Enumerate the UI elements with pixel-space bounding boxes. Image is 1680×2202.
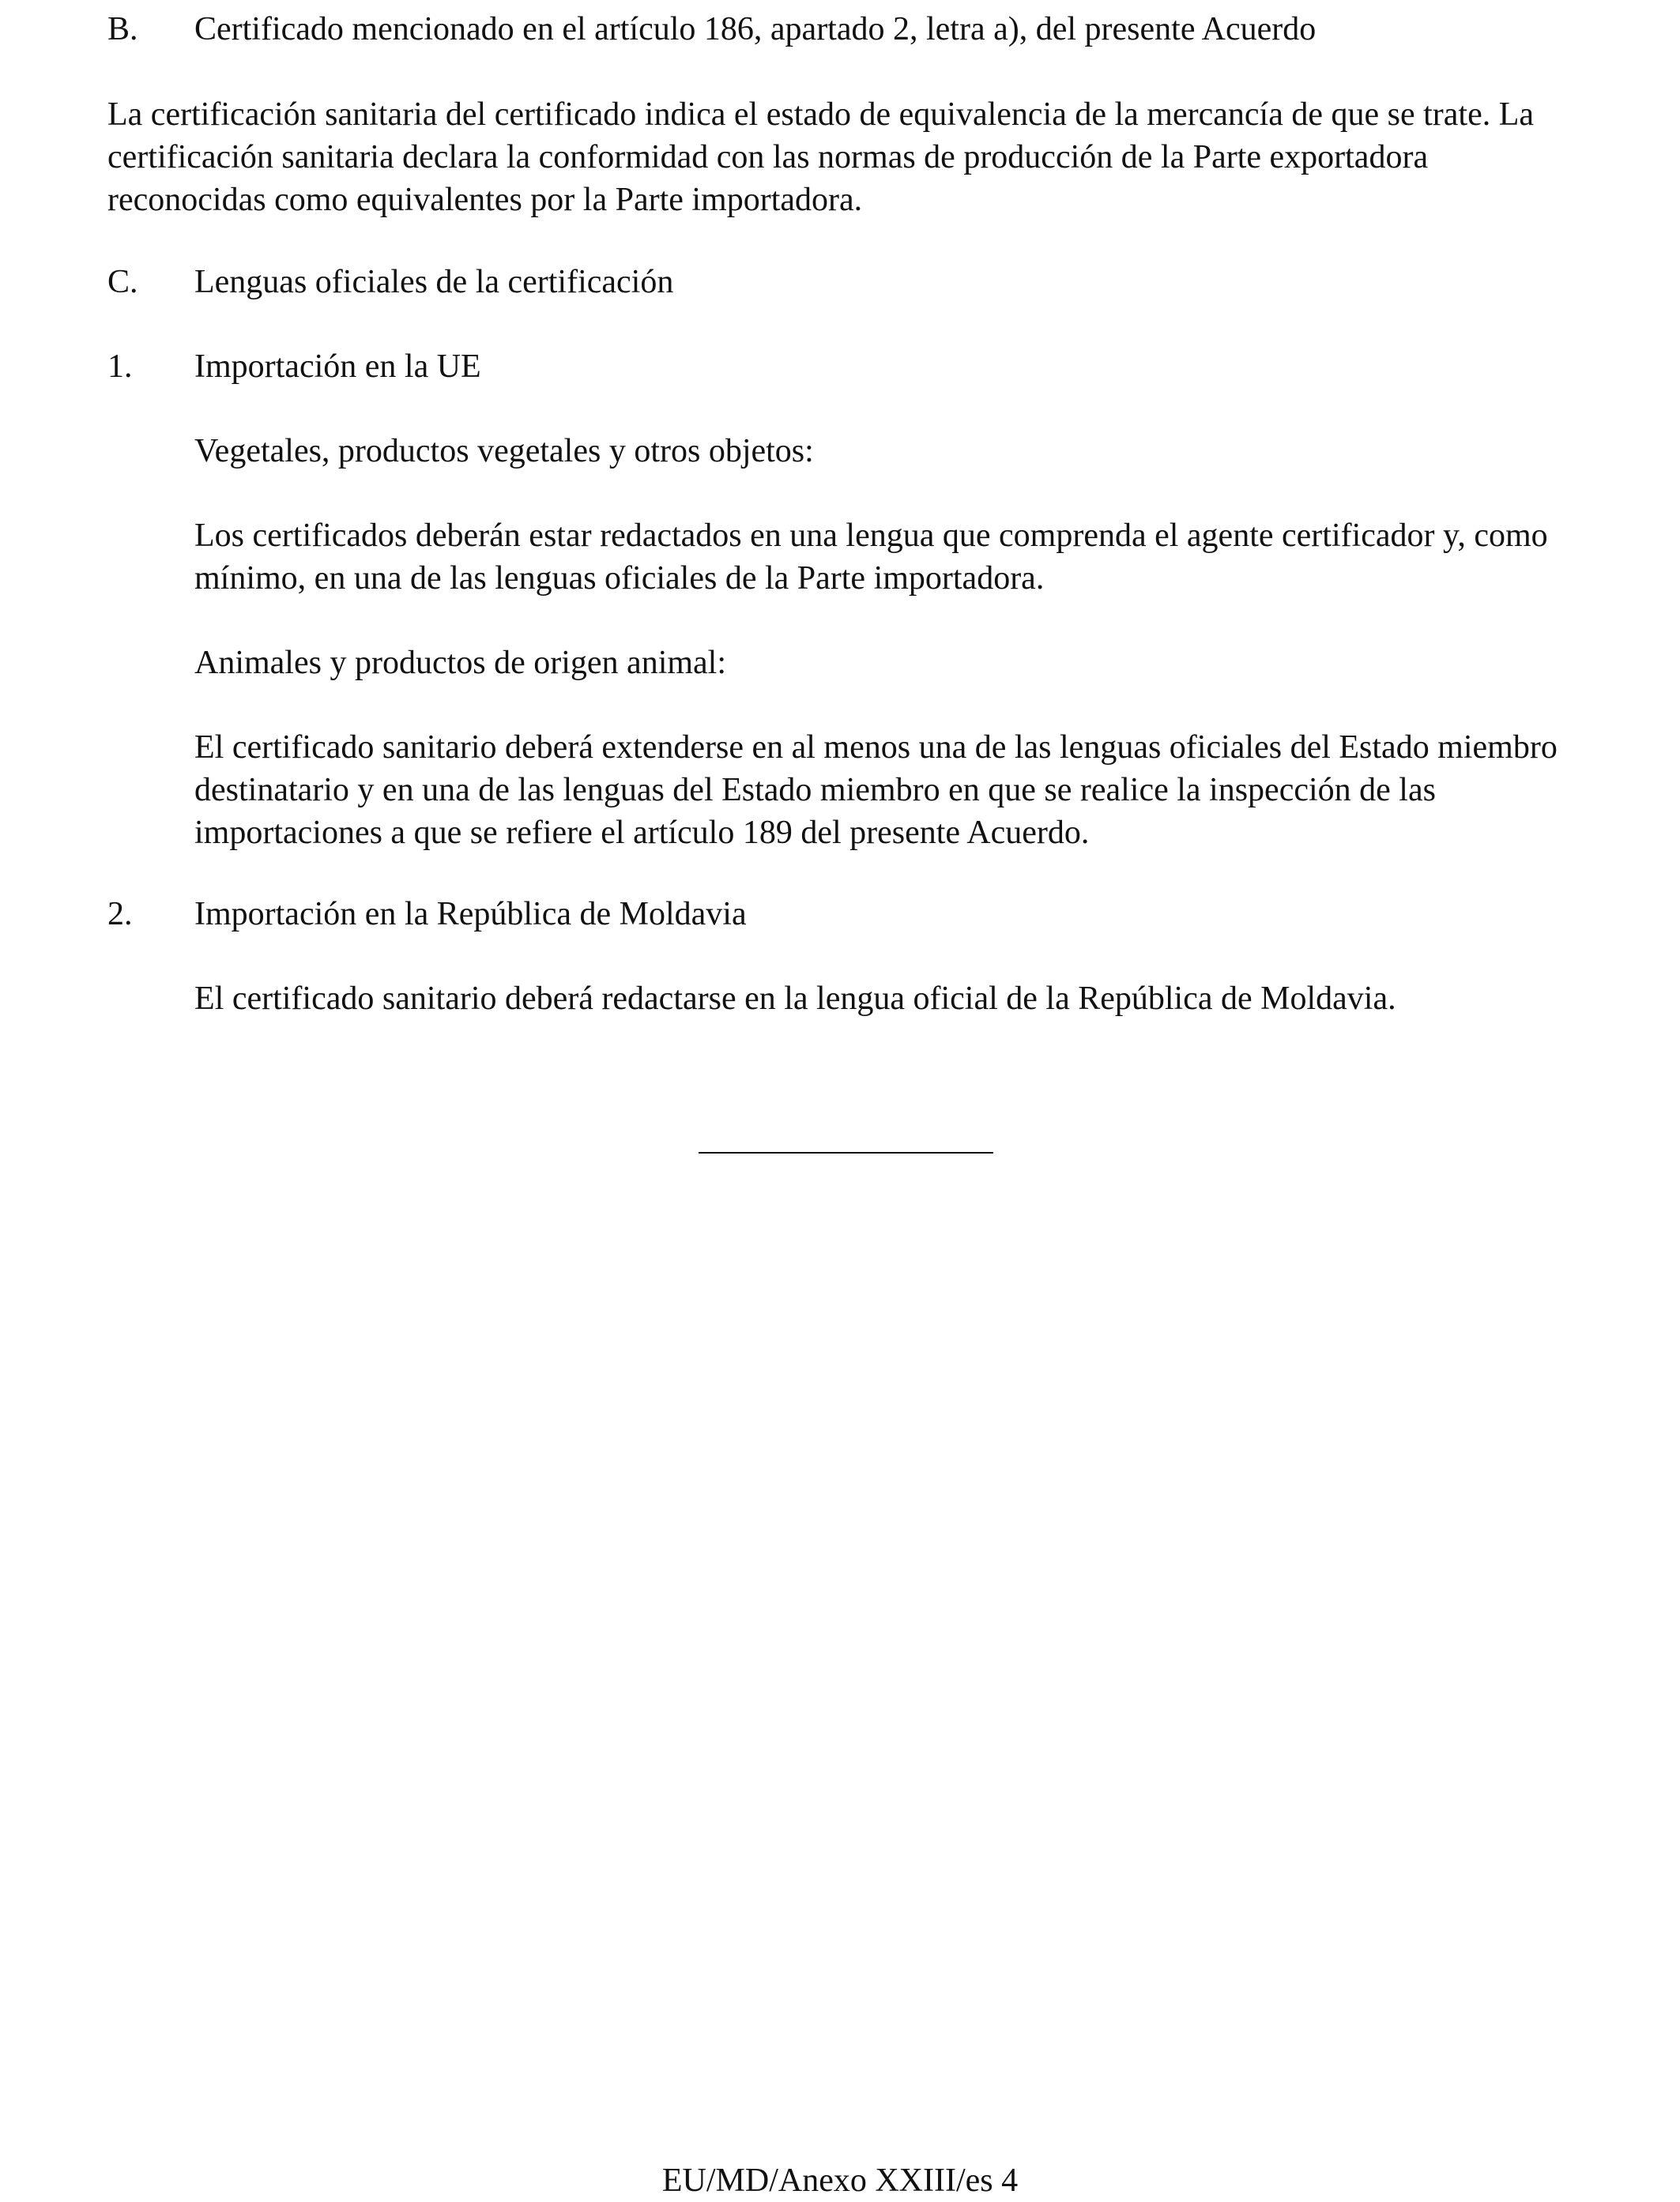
plants-paragraph: Los certificados deberán estar redactados en una lengua que comprenda el agente certificador y, como mínimo, en una de las lenguas oficiales de la Parte importadora.: [194, 518, 1548, 597]
section-c-label: C.: [107, 264, 138, 300]
section-b-paragraph: La certificación sanitaria del certificado indica el estado de equivalencia de la mercancía de que se trate. La certificación sanitaria declara la conformidad con las normas de producción de la Parte exportadora reconocidas como equivalentes por la Parte importadora.: [107, 96, 1535, 218]
item-1-title: Importación en la UE: [194, 348, 481, 385]
plants-subheading: Vegetales, productos vegetales y otros objetos:: [194, 433, 814, 469]
section-b-label: B.: [107, 11, 138, 47]
page-footer-reference: EU/MD/Anexo XXIII/es 4: [661, 2162, 1019, 2199]
animals-paragraph: El certificado sanitario deberá extenderse en al menos una de las lenguas oficiales del Estado miembro destinatario y en una de las lenguas del Estado miembro en que se realice la inspección de las importaciones a que se refiere el artículo 189 del presente Acuerdo.: [194, 729, 1558, 851]
item-2-label: 2.: [107, 896, 133, 932]
section-c-title: Lenguas oficiales de la certificación: [194, 264, 674, 300]
animals-subheading: Animales y productos de origen animal:: [194, 645, 727, 681]
item-2-title: Importación en la República de Moldavia: [194, 896, 747, 932]
item-1-label: 1.: [107, 348, 133, 385]
item-2-paragraph: El certificado sanitario deberá redactarse en la lengua oficial de la República de Moldavia.: [194, 981, 1396, 1017]
section-b-title: Certificado mencionado en el artículo 186, apartado 2, letra a), del presente Acuerdo: [194, 11, 1317, 47]
closing-divider: [699, 1152, 993, 1154]
